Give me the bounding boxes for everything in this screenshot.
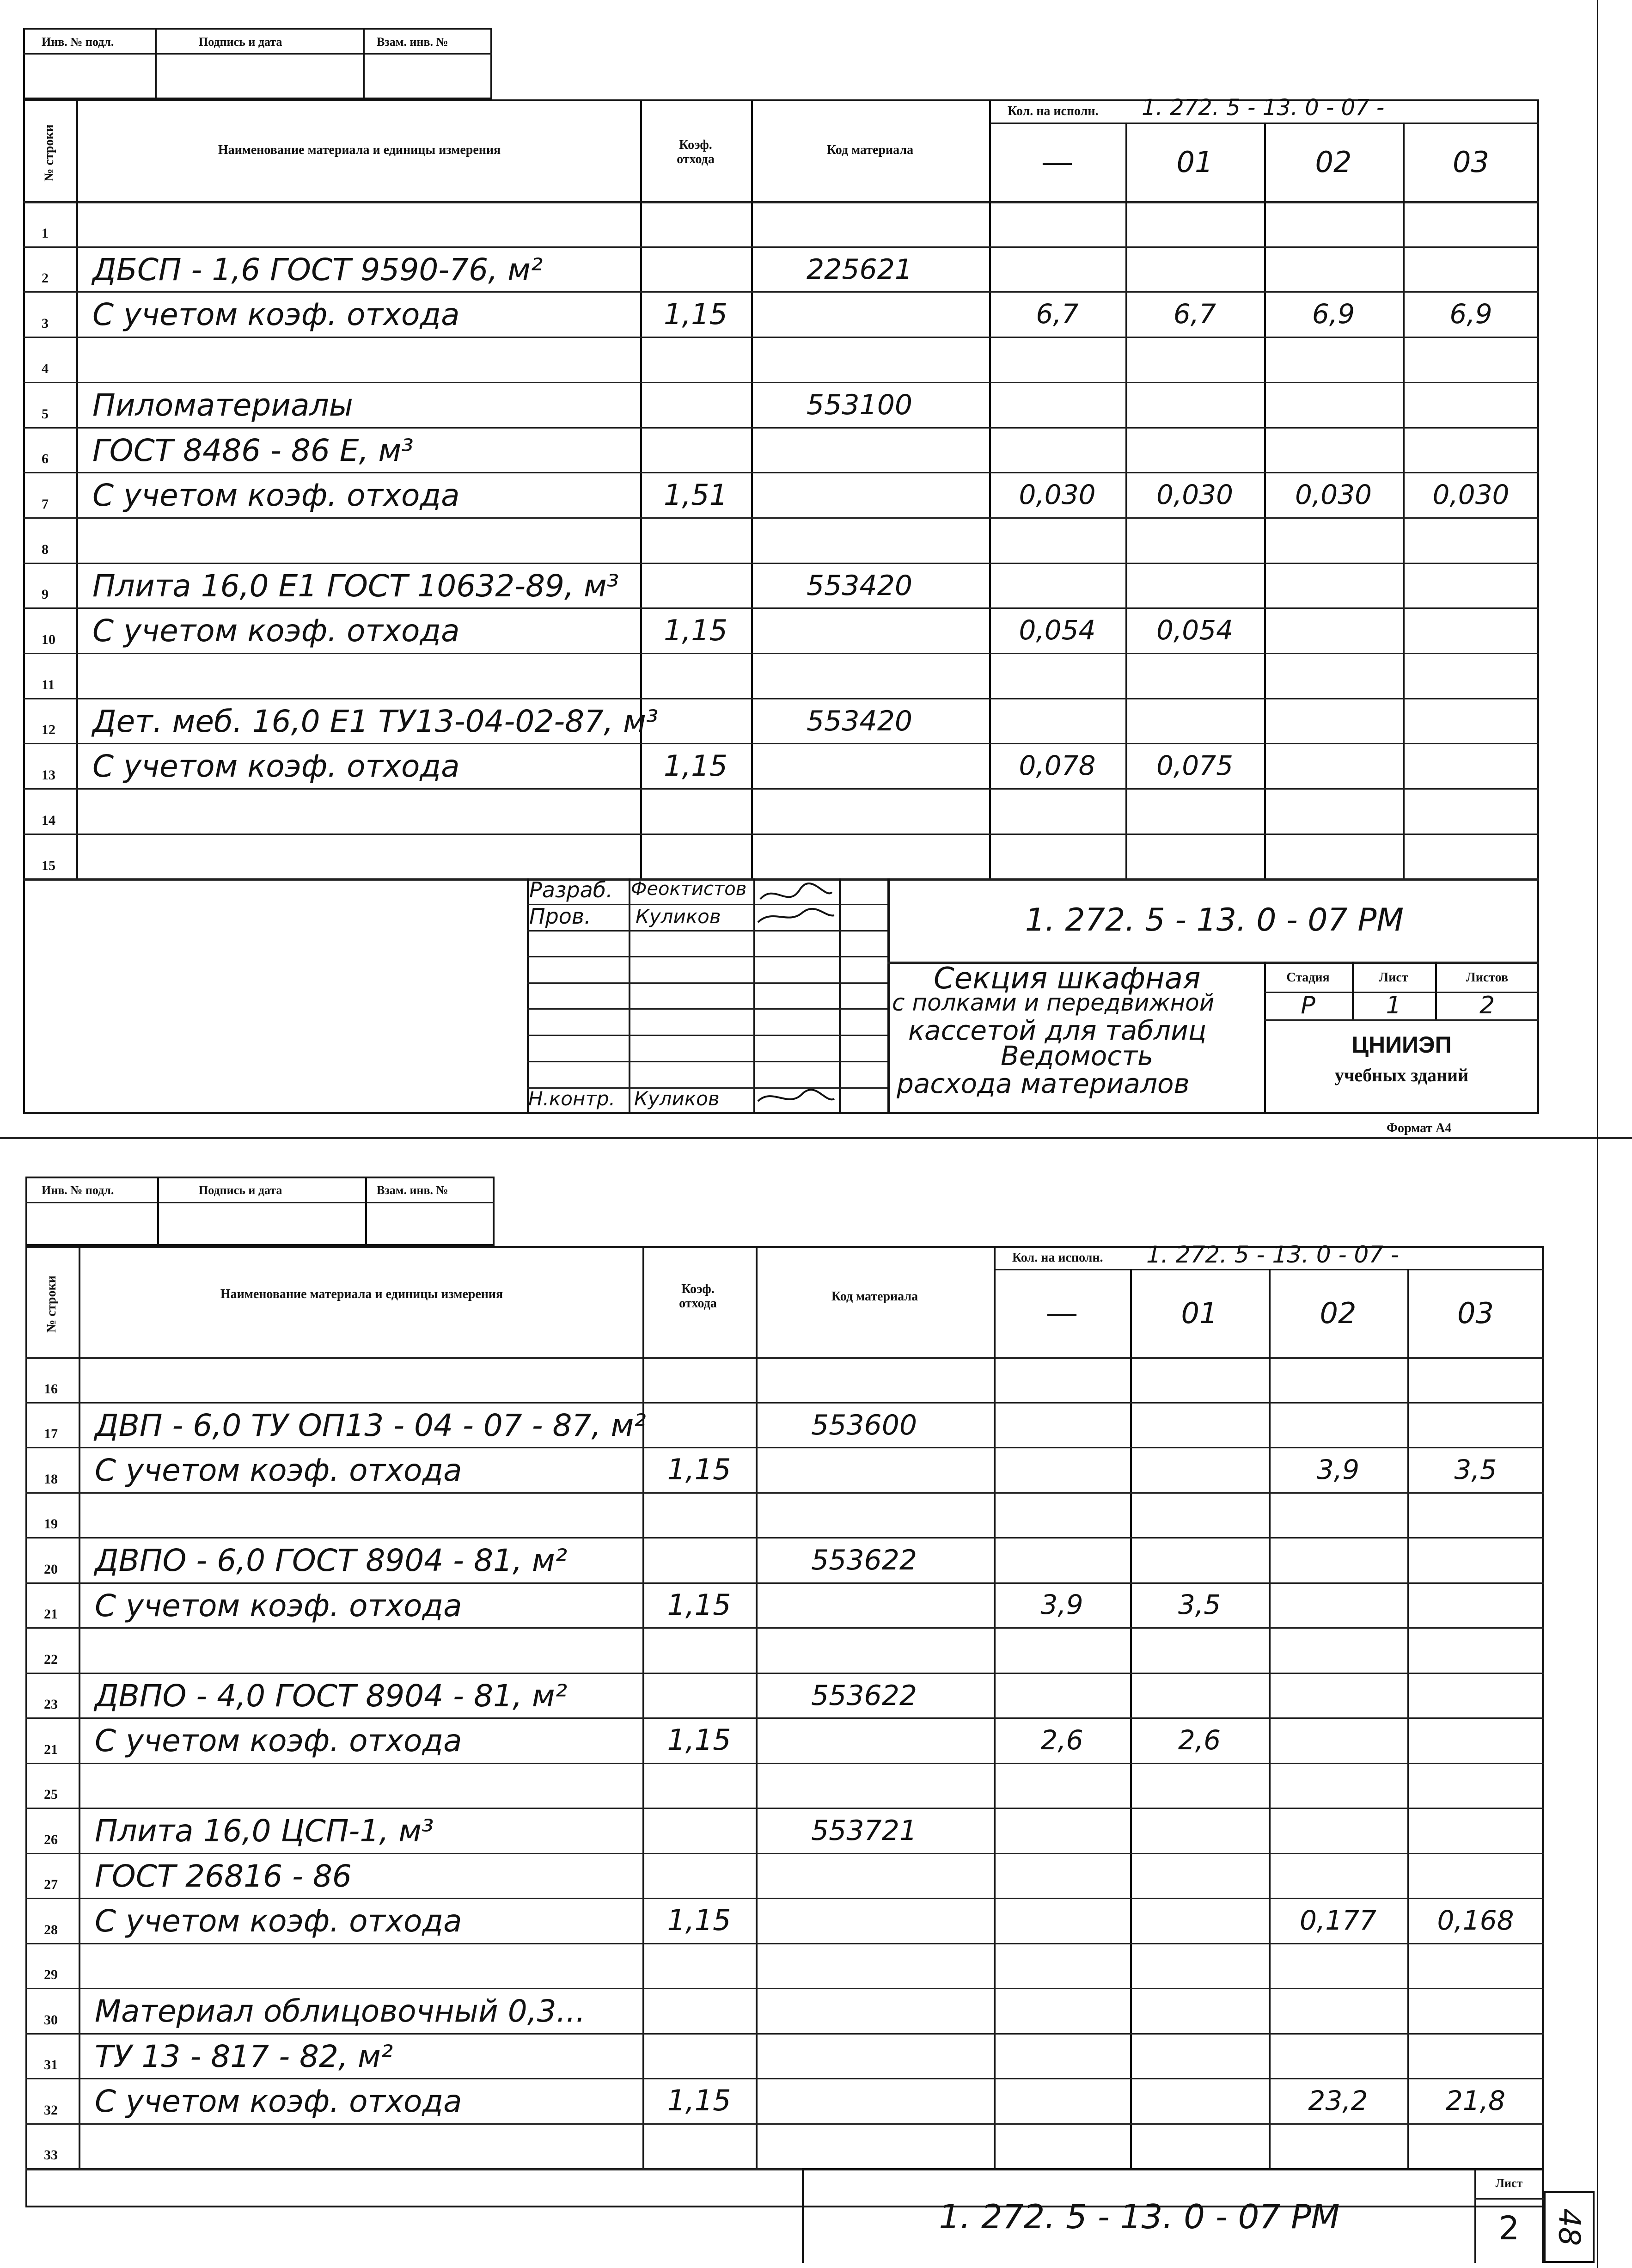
quantity-value — [1130, 1763, 1269, 1808]
koef-value — [640, 201, 751, 246]
koef-value — [640, 382, 751, 427]
quantity-value: 6,9 — [1312, 298, 1355, 330]
page-edge-line — [1597, 0, 1598, 2268]
quantity-value: 6,9 — [1449, 298, 1492, 330]
quantity-value — [1269, 1717, 1407, 1763]
quantity-value: 0,177 — [1299, 1904, 1377, 1936]
razrab-label: Разраб. — [529, 877, 613, 902]
quantity-value — [1269, 1357, 1407, 1402]
title-line: кассетой для таблиц — [908, 1015, 1207, 1046]
quantity-value — [1264, 653, 1403, 698]
quantity-value — [1269, 1537, 1407, 1582]
koef-value — [640, 834, 751, 879]
quantity-value — [1130, 1627, 1269, 1673]
quantity-value — [994, 1853, 1130, 1898]
row-number: 27 — [44, 1877, 58, 1892]
quantity-value — [1403, 607, 1539, 653]
material-code: 553100 — [807, 388, 913, 421]
quantity-value: 21,8 — [1445, 2084, 1506, 2116]
variant-header: 03 — [1453, 145, 1489, 179]
quantity-value: 23,2 — [1308, 2084, 1368, 2116]
koef-header: Коэф. отхода — [677, 138, 715, 166]
qty-label: Кол. на исполн. — [1012, 1250, 1103, 1265]
quantity-value — [1264, 201, 1403, 246]
sheets-label: Листов — [1466, 970, 1509, 985]
koef-value: 1,15 — [663, 297, 728, 331]
row-number: 8 — [42, 541, 49, 557]
quantity-value: 2,6 — [1178, 1724, 1221, 1756]
material-code: 225621 — [807, 253, 913, 286]
quantity-value — [989, 427, 1125, 472]
quantity-value — [1407, 1492, 1544, 1538]
row-number: 31 — [44, 2057, 58, 2072]
row-number: 1 — [42, 225, 49, 241]
variant-header: — — [1041, 143, 1074, 181]
material-name: С учетом коэф. отхода — [92, 297, 460, 333]
quantity-value — [1125, 382, 1264, 427]
quantity-value — [1403, 698, 1539, 743]
koef-value — [642, 1763, 756, 1808]
quantity-value — [1125, 337, 1264, 382]
quantity-value — [1407, 1988, 1544, 2033]
title-line: Секция шкафная — [934, 962, 1201, 996]
quantity-value — [1403, 517, 1539, 563]
quantity-value: 3,5 — [1178, 1589, 1221, 1621]
quantity-value — [994, 1898, 1130, 1943]
quantity-value — [1125, 427, 1264, 472]
quantity-value — [1269, 1763, 1407, 1808]
quantity-value: 0,168 — [1437, 1904, 1514, 1936]
material-header: Наименование материала и единицы измерения — [218, 143, 501, 157]
koef-value: 1,15 — [663, 748, 728, 783]
quantity-value — [1407, 2033, 1544, 2078]
quantity-value — [994, 1627, 1130, 1673]
quantity-value: 0,030 — [1156, 479, 1234, 511]
material-code: 553622 — [811, 1544, 917, 1576]
koef-value — [642, 1357, 756, 1402]
koef-value — [640, 563, 751, 608]
row-number: 5 — [42, 406, 49, 422]
koef-value — [640, 788, 751, 834]
material-name: С учетом коэф. отхода — [92, 478, 460, 514]
quantity-value — [1403, 201, 1539, 246]
quantity-value — [1407, 1763, 1544, 1808]
quantity-value — [994, 1808, 1130, 1853]
row-number: 11 — [42, 677, 55, 693]
koef-value: 1,15 — [667, 2084, 731, 2118]
material-code: 553420 — [807, 569, 913, 602]
quantity-value — [1130, 2078, 1269, 2123]
quantity-value — [1130, 1402, 1269, 1447]
quantity-value — [1125, 201, 1264, 246]
quantity-value: 3,9 — [1316, 1453, 1360, 1485]
quantity-value — [1264, 563, 1403, 608]
quantity-value — [1403, 743, 1539, 788]
koef-value — [642, 1808, 756, 1853]
quantity-value — [1269, 1402, 1407, 1447]
sheet-value: 1 — [1386, 992, 1401, 1019]
material-name: Дет. меб. 16,0 Е1 ТУ13-04-02-87, м³ — [92, 703, 659, 739]
row-number: 21 — [44, 1606, 58, 1622]
variant-header: 02 — [1315, 145, 1352, 179]
material-name: С учетом коэф. отхода — [92, 748, 460, 785]
quantity-value: 2,6 — [1040, 1724, 1083, 1756]
quantity-value — [1264, 743, 1403, 788]
quantity-value — [989, 653, 1125, 698]
koef-value — [642, 2033, 756, 2078]
quantity-value — [994, 1763, 1130, 1808]
quantity-value — [1125, 563, 1264, 608]
quantity-value — [1403, 246, 1539, 292]
quantity-value — [1130, 1808, 1269, 1853]
material-name: С учетом коэф. отхода — [95, 1903, 462, 1939]
quantity-value — [1407, 1402, 1544, 1447]
quantity-value — [1130, 1898, 1269, 1943]
variant-header: 01 — [1181, 1296, 1218, 1330]
quantity-value — [989, 517, 1125, 563]
material-name: ГОСТ 26816 - 86 — [95, 1858, 352, 1894]
format-label: Формат А4 — [1387, 1121, 1452, 1135]
sheet-value: 2 — [1498, 2209, 1520, 2247]
quantity-value — [1264, 517, 1403, 563]
quantity-value — [1264, 698, 1403, 743]
row-number: 26 — [44, 1832, 58, 1847]
koef-value — [642, 1492, 756, 1538]
quantity-value — [1130, 1943, 1269, 1988]
quantity-value — [994, 1357, 1130, 1402]
quantity-value — [989, 788, 1125, 834]
row-number: 4 — [42, 361, 49, 376]
quantity-value — [1407, 1627, 1544, 1673]
quantity-value: 0,054 — [1019, 614, 1096, 646]
koef-value — [642, 2123, 756, 2169]
quantity-value — [1403, 563, 1539, 608]
sheet-separator — [0, 1137, 1632, 1139]
row-number: 21 — [44, 1741, 58, 1757]
razrab-name: Феоктистов — [631, 878, 747, 900]
row-number: 17 — [44, 1426, 58, 1441]
koef-value — [640, 653, 751, 698]
prov-name: Куликов — [636, 905, 721, 928]
nkontr-name: Куликов — [634, 1087, 720, 1110]
quantity-value — [1264, 337, 1403, 382]
quantity-value — [989, 201, 1125, 246]
quantity-value — [1269, 1943, 1407, 1988]
koef-value — [640, 517, 751, 563]
variant-header: 01 — [1176, 145, 1213, 179]
koef-value: 1,15 — [667, 1903, 731, 1937]
series-label: 1. 272. 5 - 13. 0 - 07 - — [1146, 1241, 1400, 1268]
quantity-value — [1264, 788, 1403, 834]
row-number: 20 — [44, 1561, 58, 1577]
quantity-value — [1269, 1627, 1407, 1673]
quantity-value: 3,9 — [1040, 1589, 1083, 1621]
row-number: 3 — [42, 316, 49, 331]
quantity-value — [1125, 788, 1264, 834]
koef-value: 1,15 — [663, 613, 728, 647]
quantity-value — [1125, 517, 1264, 563]
quantity-value — [1403, 653, 1539, 698]
material-name: ГОСТ 8486 - 86 Е, м³ — [92, 432, 414, 468]
quantity-value — [1130, 1673, 1269, 1718]
quantity-value — [1407, 1717, 1544, 1763]
quantity-value: 0,078 — [1019, 750, 1096, 782]
row-number: 9 — [42, 587, 49, 602]
quantity-value — [1264, 834, 1403, 879]
row-number: 14 — [42, 812, 55, 828]
koef-value — [642, 1673, 756, 1718]
quantity-value — [1264, 607, 1403, 653]
quantity-value — [1407, 1357, 1544, 1402]
title-line: с полками и передвижной — [892, 989, 1215, 1016]
quantity-value — [1130, 1537, 1269, 1582]
signature — [756, 881, 837, 929]
koef-value — [642, 1943, 756, 1988]
quantity-value — [994, 1492, 1130, 1538]
quantity-value — [1403, 382, 1539, 427]
quantity-value — [1407, 2123, 1544, 2169]
quantity-value: 0,030 — [1432, 479, 1510, 511]
material-name: Пиломатериалы — [92, 387, 353, 423]
row-no-header: № строки — [42, 124, 56, 182]
quantity-value — [1407, 1582, 1544, 1628]
quantity-value — [1264, 427, 1403, 472]
material-name: ДВПО - 6,0 ГОСТ 8904 - 81, м² — [95, 1543, 568, 1578]
org-subname: учебных зданий — [1334, 1064, 1469, 1085]
row-number: 7 — [42, 496, 49, 512]
quantity-value — [989, 382, 1125, 427]
row-number: 33 — [44, 2147, 58, 2163]
material-code: 553721 — [811, 1814, 917, 1847]
row-number: 32 — [44, 2102, 58, 2118]
row-number: 13 — [42, 767, 55, 783]
koef-value — [640, 246, 751, 292]
material-header: Наименование материала и единицы измерения — [220, 1287, 503, 1301]
variant-header: — — [1045, 1294, 1078, 1332]
koef-header: Коэф. отхода — [679, 1282, 717, 1311]
nkontr-label: Н.контр. — [528, 1087, 615, 1110]
quantity-value — [989, 563, 1125, 608]
material-name: С учетом коэф. отхода — [95, 2084, 462, 2119]
quantity-value — [994, 1447, 1130, 1492]
title-line: Ведомость — [1001, 1040, 1154, 1072]
material-code: 553420 — [807, 705, 913, 737]
quantity-value — [1125, 834, 1264, 879]
quantity-value — [1130, 1357, 1269, 1402]
signature — [756, 1083, 837, 1110]
row-number: 2 — [42, 270, 49, 286]
koef-value: 1,15 — [667, 1723, 731, 1757]
material-name: Плита 16,0 Е1 ГОСТ 10632-89, м³ — [92, 568, 619, 604]
vzam-inv-label: Взам. инв. № — [377, 35, 448, 49]
quantity-value — [994, 1537, 1130, 1582]
quantity-value — [1269, 1492, 1407, 1538]
row-no-header: № строки — [44, 1275, 59, 1333]
quantity-value — [1130, 1988, 1269, 2033]
quantity-value — [1269, 1988, 1407, 2033]
quantity-value — [989, 337, 1125, 382]
row-number: 23 — [44, 1697, 58, 1712]
koef-value — [642, 1537, 756, 1582]
qty-label: Кол. на исполн. — [1008, 104, 1099, 118]
quantity-value — [994, 2078, 1130, 2123]
row-number: 10 — [42, 632, 55, 647]
quantity-value — [1125, 246, 1264, 292]
quantity-value — [1407, 1853, 1544, 1898]
sign-date-label: Подпись и дата — [199, 1183, 282, 1197]
material-code: 553600 — [811, 1409, 917, 1441]
sheets-value: 2 — [1479, 992, 1495, 1019]
material-name: С учетом коэф. отхода — [95, 1723, 462, 1759]
quantity-value — [989, 246, 1125, 292]
material-name: С учетом коэф. отхода — [92, 613, 460, 649]
sheet-label: Лист — [1379, 970, 1408, 985]
koef-value — [642, 1402, 756, 1447]
variant-header: 03 — [1457, 1296, 1494, 1330]
quantity-value — [1125, 653, 1264, 698]
quantity-value: 0,030 — [1019, 479, 1096, 511]
stage-label: Стадия — [1286, 970, 1330, 985]
row-number: 29 — [44, 1967, 58, 1982]
quantity-value — [994, 1673, 1130, 1718]
koef-value: 1,15 — [667, 1588, 731, 1622]
material-name: С учетом коэф. отхода — [95, 1453, 462, 1488]
row-number: 22 — [44, 1651, 58, 1667]
quantity-value — [1264, 246, 1403, 292]
quantity-value — [1130, 2033, 1269, 2078]
material-name: ДБСП - 1,6 ГОСТ 9590-76, м² — [92, 251, 543, 288]
title-line: расхода материалов — [897, 1068, 1190, 1099]
code-header: Код материала — [826, 143, 914, 157]
quantity-value — [1130, 1853, 1269, 1898]
quantity-value: 6,7 — [1036, 298, 1079, 330]
sign-date-label: Подпись и дата — [199, 35, 282, 49]
quantity-value — [1269, 1808, 1407, 1853]
koef-value — [640, 337, 751, 382]
quantity-value — [1269, 1853, 1407, 1898]
quantity-value — [1407, 1943, 1544, 1988]
prov-label: Пров. — [529, 904, 591, 929]
quantity-value — [1269, 1582, 1407, 1628]
quantity-value — [1130, 1492, 1269, 1538]
quantity-value — [989, 698, 1125, 743]
variant-header: 02 — [1320, 1296, 1357, 1330]
quantity-value: 0,030 — [1295, 479, 1372, 511]
quantity-value — [1403, 337, 1539, 382]
quantity-value — [1130, 2123, 1269, 2169]
quantity-value: 0,054 — [1156, 614, 1234, 646]
doc-code: 1. 272. 5 - 13. 0 - 07 РМ — [939, 2197, 1340, 2236]
row-number: 19 — [44, 1516, 58, 1532]
quantity-value — [1407, 1673, 1544, 1718]
quantity-value — [1269, 2123, 1407, 2169]
quantity-value — [1403, 788, 1539, 834]
koef-value — [640, 698, 751, 743]
quantity-value — [994, 1943, 1130, 1988]
quantity-value — [989, 834, 1125, 879]
material-name: Материал облицовочный 0,3... — [95, 1993, 586, 2029]
material-name: ДВПО - 4,0 ГОСТ 8904 - 81, м² — [95, 1678, 568, 1714]
quantity-value — [1269, 1673, 1407, 1718]
material-code: 553622 — [811, 1679, 917, 1712]
material-name: С учетом коэф. отхода — [95, 1588, 462, 1624]
sheet-label: Лист — [1495, 2176, 1523, 2190]
row-number: 6 — [42, 451, 49, 467]
row-number: 12 — [42, 722, 55, 738]
quantity-value — [1403, 834, 1539, 879]
quantity-value — [1125, 698, 1264, 743]
code-header: Код материала — [831, 1289, 918, 1304]
quantity-value — [1403, 427, 1539, 472]
inv-no-label: Инв. № подл. — [42, 35, 114, 49]
quantity-value — [994, 1988, 1130, 2033]
org-name: ЦНИИЭП — [1351, 1032, 1452, 1058]
series-label: 1. 272. 5 - 13. 0 - 07 - — [1142, 95, 1385, 121]
material-name: Плита 16,0 ЦСП-1, м³ — [95, 1813, 434, 1849]
page-number: 48 — [1552, 2208, 1586, 2246]
vzam-inv-label: Взам. инв. № — [377, 1183, 448, 1197]
material-name: ТУ 13 - 817 - 82, м² — [95, 2038, 393, 2074]
row-number: 30 — [44, 2012, 58, 2028]
row-number: 16 — [44, 1381, 58, 1397]
quantity-value: 3,5 — [1454, 1453, 1497, 1485]
doc-code: 1. 272. 5 - 13. 0 - 07 РМ — [1025, 901, 1404, 938]
koef-value — [640, 427, 751, 472]
inv-no-label: Инв. № подл. — [42, 1183, 114, 1197]
quantity-value — [1407, 1808, 1544, 1853]
quantity-value — [1269, 2033, 1407, 2078]
koef-value: 1,15 — [667, 1453, 731, 1487]
quantity-value — [1407, 1537, 1544, 1582]
quantity-value: 6,7 — [1173, 298, 1216, 330]
row-number: 25 — [44, 1787, 58, 1802]
row-number: 28 — [44, 1922, 58, 1937]
koef-value — [642, 1988, 756, 2033]
stage-value: Р — [1301, 992, 1315, 1019]
quantity-value — [1130, 1447, 1269, 1492]
quantity-value — [994, 2123, 1130, 2169]
row-number: 15 — [42, 858, 55, 873]
quantity-value: 0,075 — [1156, 750, 1234, 782]
koef-value — [642, 1853, 756, 1898]
quantity-value — [994, 1402, 1130, 1447]
material-name: ДВП - 6,0 ТУ ОП13 - 04 - 07 - 87, м² — [95, 1407, 646, 1443]
koef-value: 1,51 — [663, 478, 728, 512]
koef-value — [642, 1627, 756, 1673]
row-number: 18 — [44, 1471, 58, 1487]
quantity-value — [1264, 382, 1403, 427]
quantity-value — [994, 2033, 1130, 2078]
